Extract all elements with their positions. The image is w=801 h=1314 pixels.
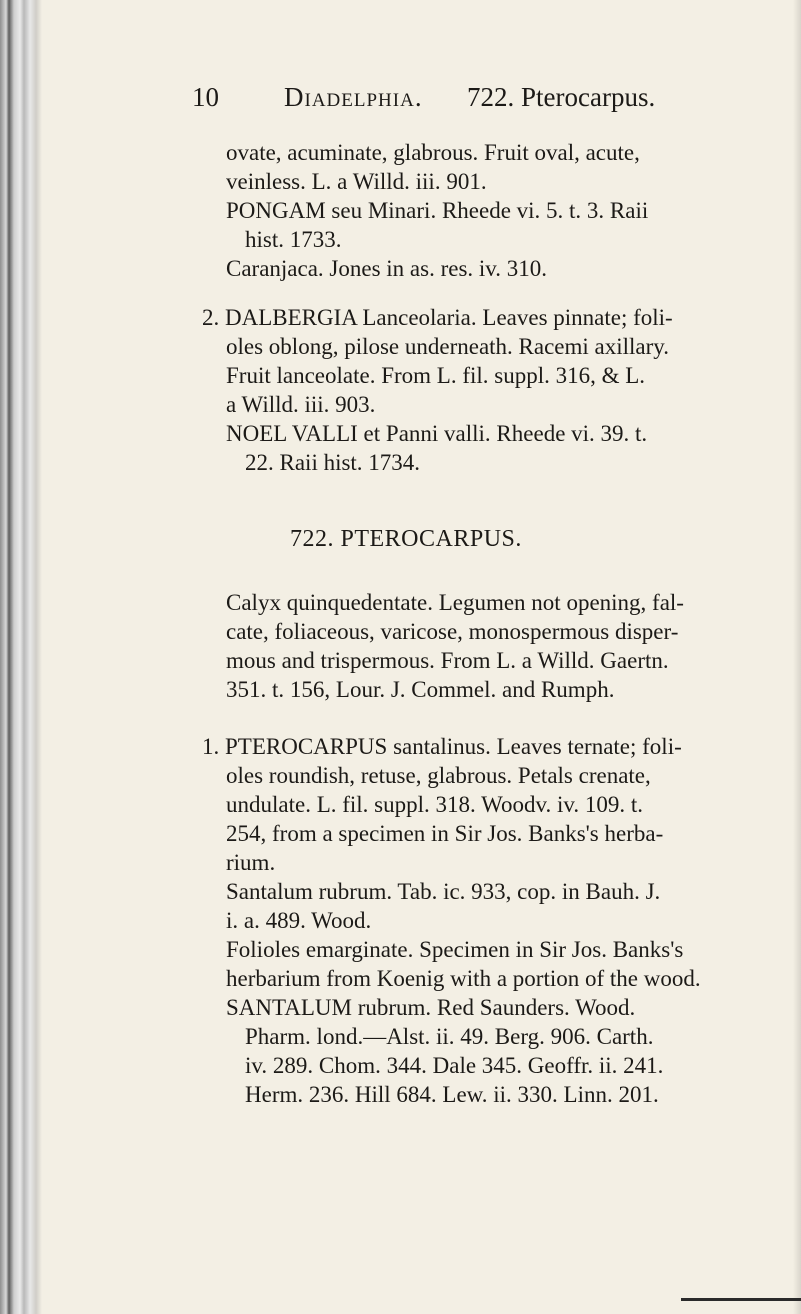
text-line: mous and trispermous. From L. a Willd. Gaertn. [226, 648, 669, 673]
running-head-class: Diadelphia. [284, 82, 423, 112]
text-line: Caranjaca. Jones in as. res. iv. 310. [226, 256, 548, 281]
text-line: cate, foliaceous, varicose, monospermous disper- [226, 619, 679, 644]
text-line: iv. 289. Chom. 344. Dale 345. Geoffr. ii. 241. [245, 1053, 664, 1078]
section-heading: 722. PTEROCARPUS. [290, 526, 522, 552]
text-line: rium. [226, 850, 276, 875]
text-line: veinless. L. a Willd. iii. 901. [226, 169, 487, 194]
text-line: NOEL VALLI et Panni valli. Rheede vi. 39. t. [226, 421, 648, 446]
page-number: 10 [192, 82, 219, 112]
text-line: i. a. 489. Wood. [226, 908, 372, 933]
text-line: SANTALUM rubrum. Red Saunders. Wood. [226, 995, 636, 1020]
running-header [192, 82, 752, 122]
text-line: hist. 1733. [245, 227, 342, 252]
text-line: PONGAM seu Minari. Rheede vi. 5. t. 3. Raii [226, 198, 649, 223]
text-line: 351. t. 156, Lour. J. Commel. and Rumph. [226, 677, 615, 702]
text-line: Calyx quinquedentate. Legumen not opening, fal- [226, 590, 684, 615]
text-line: herbarium from Koenig with a portion of the wood. [226, 966, 701, 991]
text-line: undulate. L. fil. suppl. 318. Woodv. iv. 109. t. [226, 792, 644, 817]
entry-pterocarpus: 1. PTEROCARPUS santalinus. Leaves ternate; foli- [202, 734, 682, 759]
text-line: Folioles emarginate. Specimen in Sir Jos. Banks's [226, 937, 684, 962]
text-line: Santalum rubrum. Tab. ic. 933, cop. in Bauh. J. [226, 879, 661, 904]
text-line: 22. Raii hist. 1734. [245, 450, 421, 475]
text-line: a Willd. iii. 903. [226, 392, 376, 417]
text-line: ovate, acuminate, glabrous. Fruit oval, acute, [226, 140, 640, 165]
text-line: Herm. 236. Hill 684. Lew. ii. 330. Linn. 201. [245, 1082, 659, 1107]
text-line: Pharm. lond.—Alst. ii. 49. Berg. 906. Carth. [245, 1024, 654, 1049]
text-line: 254, from a specimen in Sir Jos. Banks's herba- [226, 821, 664, 846]
text-line: Fruit lanceolate. From L. fil. suppl. 316, & L. [226, 363, 646, 388]
running-head-section: 722. Pterocarpus. [467, 82, 656, 112]
text-line: oles roundish, retuse, glabrous. Petals crenate, [226, 763, 651, 788]
text-line: oles oblong, pilose underneath. Racemi axillary. [226, 334, 670, 359]
entry-dalbergia: 2. DALBERGIA Lanceolaria. Leaves pinnate; foli- [202, 305, 673, 330]
